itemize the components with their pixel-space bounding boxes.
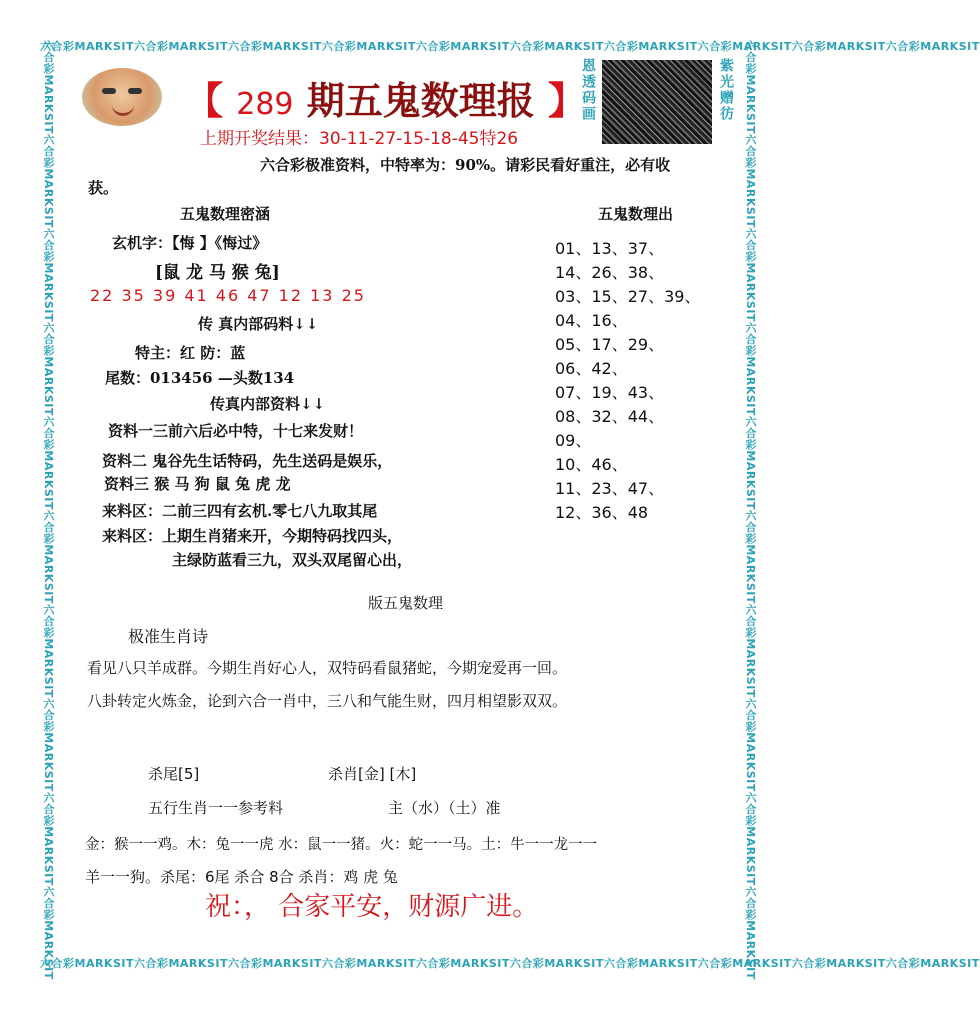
side-tag-right: 紫光赠彷 <box>718 58 734 122</box>
intro-line-2: 获。 <box>88 179 119 197</box>
red-numbers: 22 35 39 41 46 47 12 13 25 <box>90 286 366 305</box>
portrait-image <box>82 68 162 126</box>
kill-zodiac: 杀肖[金] [木] <box>328 765 417 783</box>
qr-code <box>602 60 712 144</box>
number-row: 07、19、43、 <box>555 383 665 402</box>
page-title <box>185 70 586 125</box>
ziliao-3: 资料三 猴 马 狗 鼠 兔 虎 龙 <box>104 475 291 493</box>
weishu-line: 尾数：013456 —头数134 <box>105 369 295 387</box>
wuxing-main: 主（水）（土）准 <box>388 799 501 817</box>
issue-number: 289 <box>236 87 294 122</box>
title-bracket-close: 】 <box>548 78 587 123</box>
section-label: 版五鬼数理 <box>368 594 444 612</box>
number-row: 04、16、 <box>555 311 628 330</box>
border-right: 六合彩MARKSIT六合彩MARKSIT六合彩MARKSIT六合彩MARKSIT六合彩MARKSIT六合彩MARKSIT六合彩MARKSIT六合彩MARKSIT六合彩MARKSIT六合彩MARKSIT <box>744 40 757 980</box>
wuxing-line-1: 金：猴一一鸡。木：兔一一虎 水：鼠一一猪。火：蛇一一马。土：牛一一龙一一 <box>85 837 598 853</box>
laiiao-1: 来料区：二前三四有玄机.零七八九取其尾 <box>102 502 378 520</box>
xuanji-line: 玄机字：【悔 】《悔过》 <box>112 234 268 252</box>
ziliao-1: 资料一三前六后必中特，十七来发财！ <box>108 422 364 440</box>
number-row: 05、17、29、 <box>555 335 665 354</box>
intro-line-1: 六合彩极准资料，中特率为：90%。请彩民看好重注，必有收 <box>260 156 671 174</box>
tezhu-line: 特主：红 防：蓝 <box>135 344 246 362</box>
poem-title: 极准生肖诗 <box>128 627 209 646</box>
number-row: 10、46、 <box>555 455 628 474</box>
fax-line-1: 传 真内部码料↓↓ <box>198 315 319 333</box>
number-row: 12、36、48 <box>555 503 649 522</box>
number-row: 01、13、37、 <box>555 239 665 258</box>
ziliao-2: 资料二 鬼谷先生话特码，先生送码是娱乐， <box>102 452 393 470</box>
last-result: 上期开奖结果：30-11-27-15-18-45特26 <box>200 129 519 149</box>
wuxing-title: 五行生肖一一参考料 <box>148 799 284 817</box>
title-bracket-open: 【 <box>185 78 224 123</box>
poem-line-1: 看见八只羊成群。今期生肖好心人，双特码看鼠猪蛇，今期宠爱再一回。 <box>87 659 568 677</box>
border-top: 六合彩MARKSIT六合彩MARKSIT六合彩MARKSIT六合彩MARKSIT六合彩MARKSIT六合彩MARKSIT六合彩MARKSIT六合彩MARKSIT六合彩MARKSIT六合彩MARKSIT <box>40 40 980 53</box>
left-heading: 五鬼数理密涵 <box>180 205 271 223</box>
zodiac-five: [鼠 龙 马 猴 兔] <box>155 263 280 283</box>
blessing: 祝：， 合家平安，财源广进。 <box>205 892 539 922</box>
number-row: 14、26、38、 <box>555 263 665 282</box>
fax-line-2: 传真内部资料↓↓ <box>210 395 326 413</box>
number-row: 09、 <box>555 431 592 450</box>
number-row: 11、23、47、 <box>555 479 665 498</box>
laiiao-3: 主绿防蓝看三九，双头双尾留心出， <box>172 551 413 569</box>
poem-line-2: 八卦转定火炼金，论到六合一肖中，三八和气能生财，四月相望影双双。 <box>87 692 568 710</box>
title-name: 期五鬼数理报 <box>306 78 535 123</box>
number-row: 03、15、27、39、 <box>555 287 701 306</box>
border-left: 六合彩MARKSIT六合彩MARKSIT六合彩MARKSIT六合彩MARKSIT六合彩MARKSIT六合彩MARKSIT六合彩MARKSIT六合彩MARKSIT六合彩MARKSIT六合彩MARKSIT <box>42 40 55 980</box>
wuxing-line-2: 羊一一狗。杀尾：6尾 杀合 8合 杀肖：鸡 虎 兔 <box>85 868 398 886</box>
number-row: 06、42、 <box>555 359 628 378</box>
laiiao-2: 来料区：上期生肖猪来开，今期特码找四头， <box>102 527 403 545</box>
border-bottom: 六合彩MARKSIT六合彩MARKSIT六合彩MARKSIT六合彩MARKSIT六合彩MARKSIT六合彩MARKSIT六合彩MARKSIT六合彩MARKSIT六合彩MARKSIT六合彩MARKSIT <box>40 957 980 970</box>
right-heading: 五鬼数理出 <box>598 205 674 223</box>
number-row: 08、32、44、 <box>555 407 665 426</box>
side-tag-left: 恩透码画 <box>580 58 596 122</box>
kill-tail: 杀尾[5] <box>148 765 200 783</box>
